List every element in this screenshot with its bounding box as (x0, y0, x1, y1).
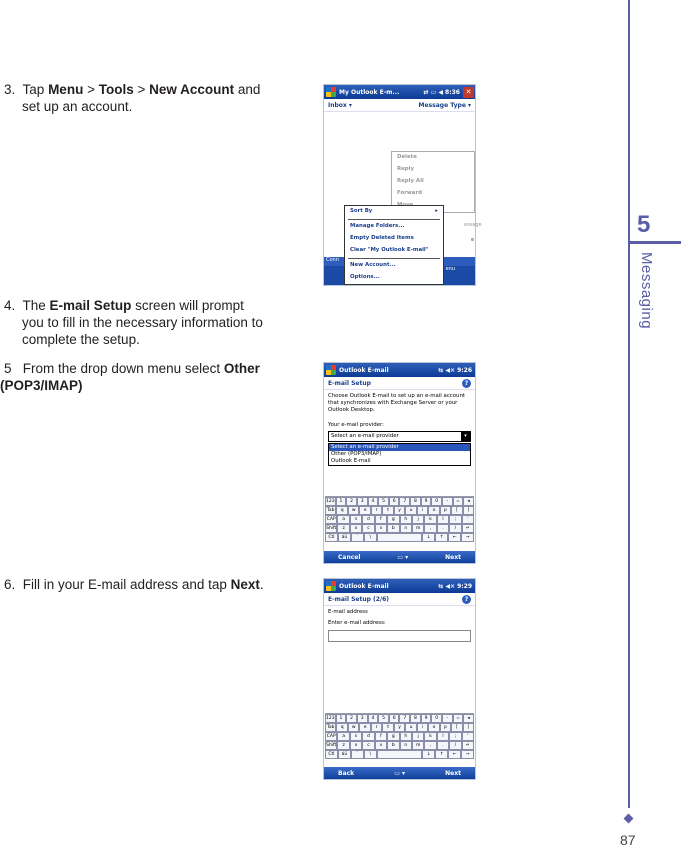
step-separator: > (83, 82, 99, 97)
menu-item-reply: Reply (397, 166, 415, 172)
key[interactable]: 4 (368, 497, 379, 506)
keyboard-row (325, 497, 474, 506)
menu-item-clear-outlook[interactable]: Clear "My Outlook E-mail" (350, 247, 429, 253)
key[interactable]: [ (451, 506, 462, 515)
email-address-heading: E-mail address (328, 609, 368, 615)
cancel-button[interactable]: Cancel (338, 553, 361, 561)
keyboard-icon[interactable]: ▭ ▾ (397, 553, 409, 561)
key[interactable]: o (428, 506, 439, 515)
keyboard-icon[interactable]: ▭ ▾ (394, 769, 406, 777)
keyboard-row (325, 750, 474, 759)
key[interactable]: ↑ (435, 533, 448, 542)
setup-header (324, 377, 475, 390)
step-4 (4, 297, 263, 348)
step-bold-menu: Menu (48, 82, 84, 97)
title-bar (324, 579, 475, 593)
email-address-input[interactable] (328, 630, 471, 642)
provider-select[interactable] (328, 431, 471, 442)
help-icon[interactable]: ? (462, 595, 471, 604)
key[interactable]: = (453, 714, 464, 723)
key[interactable]: v (375, 524, 387, 533)
window-title: Outlook E-mail (339, 582, 389, 590)
step-text: set up an account. (22, 99, 133, 114)
key[interactable]: h (400, 732, 412, 741)
space-key[interactable] (377, 533, 423, 542)
key[interactable]: ↑ (435, 750, 448, 759)
menu-stub-text: e (471, 237, 475, 243)
keyboard-row (325, 533, 474, 542)
key[interactable]: ' (462, 732, 474, 741)
keyboard-row (325, 515, 474, 524)
status-icons: ⇆ ◀× 9:26 (438, 366, 472, 374)
key[interactable]: w (348, 506, 359, 515)
key[interactable]: 8 (410, 497, 421, 506)
key[interactable]: ] (463, 506, 474, 515)
key[interactable]: x (350, 524, 362, 533)
key[interactable]: k (424, 515, 436, 524)
windows-start-icon (326, 365, 336, 375)
windows-start-icon (326, 581, 336, 591)
key[interactable]: l (437, 732, 449, 741)
key[interactable]: l (437, 515, 449, 524)
step-bold-tools: Tools (98, 82, 134, 97)
key[interactable]: 2 (346, 714, 357, 723)
option-other-pop3-imap[interactable]: Other (POP3/IMAP) (331, 451, 382, 457)
key[interactable]: - (442, 714, 453, 723)
status-icons: ⇄ ▭ ◀ 8:36 (423, 88, 460, 96)
key[interactable]: 2 (346, 497, 357, 506)
caps-key[interactable]: CAP (326, 734, 336, 739)
key[interactable]: , (424, 524, 436, 533)
tools-submenu (344, 205, 444, 285)
provider-label: Your e-mail provider: (328, 422, 384, 428)
key[interactable]: g (387, 732, 399, 741)
key[interactable]: , (424, 741, 436, 750)
key[interactable]: 6 (389, 497, 400, 506)
key[interactable]: q (336, 506, 347, 515)
key[interactable]: u (405, 723, 416, 732)
key[interactable]: 123 (326, 499, 335, 504)
provider-options (328, 443, 471, 466)
step-separator: > (133, 82, 150, 97)
setup-heading: E-mail Setup (328, 379, 371, 387)
setup-header (324, 593, 475, 606)
key[interactable]: 5 (378, 497, 389, 506)
keyboard-row (325, 741, 474, 750)
menu-item-reply-all: Reply All (397, 178, 424, 184)
key[interactable]: 3 (357, 497, 368, 506)
title-bar (324, 85, 475, 99)
inbox-dropdown: Inbox ▾ (328, 101, 352, 109)
option-select-provider[interactable]: Select an e-mail provider (329, 444, 470, 451)
key[interactable]: ; (449, 515, 461, 524)
key[interactable]: ↓ (422, 533, 435, 542)
screenshot-outlook-menu (323, 84, 482, 286)
menu-item-empty-deleted[interactable]: Empty Deleted Items (350, 235, 414, 241)
enter-key[interactable]: ↵ (462, 524, 474, 533)
key[interactable]: 5 (378, 714, 389, 723)
key[interactable]: 9 (421, 714, 432, 723)
key[interactable]: x (350, 741, 362, 750)
key[interactable]: - (442, 497, 453, 506)
step-bold-other: Other (223, 361, 260, 376)
key[interactable]: v (375, 741, 387, 750)
message-type-dropdown: Message Type ▾ (418, 101, 471, 109)
key[interactable]: . (437, 524, 449, 533)
key[interactable]: [ (451, 723, 462, 732)
step-number: 5 (4, 361, 12, 376)
key[interactable]: 7 (399, 497, 410, 506)
menu-stub-text: essage (464, 222, 482, 228)
key[interactable]: c (362, 741, 374, 750)
key[interactable]: p (440, 723, 451, 732)
caps-key[interactable]: CAP (326, 517, 336, 522)
key[interactable]: c (362, 524, 374, 533)
key[interactable]: \ (364, 533, 377, 542)
key[interactable]: 8 (410, 714, 421, 723)
key[interactable]: s (350, 515, 362, 524)
key[interactable]: 0 (431, 497, 442, 506)
menu-item-forward: Forward (397, 190, 422, 196)
next-button[interactable]: Next (445, 769, 461, 777)
chapter-divider (628, 241, 681, 244)
key[interactable]: → (461, 750, 474, 759)
setup-heading: E-mail Setup (2/6) (328, 595, 390, 603)
key[interactable]: 4 (368, 714, 379, 723)
key[interactable]: ← (448, 533, 461, 542)
key[interactable]: r (371, 723, 382, 732)
key[interactable]: k (424, 732, 436, 741)
page-number: 87 (620, 832, 636, 848)
key[interactable]: i (417, 723, 428, 732)
keyboard-row (325, 723, 474, 732)
key[interactable]: e (359, 506, 370, 515)
softkey-bar (324, 767, 475, 779)
step-text: The (22, 298, 50, 313)
key[interactable]: g (387, 515, 399, 524)
key[interactable]: n (400, 524, 412, 533)
key[interactable]: 6 (389, 714, 400, 723)
chevron-down-icon[interactable]: ▾ (461, 432, 470, 441)
menu-item-new-account[interactable]: New Account... (350, 262, 396, 268)
key[interactable]: i (417, 506, 428, 515)
softkey-bar (324, 551, 475, 563)
back-button[interactable]: Back (338, 769, 355, 777)
key[interactable]: d (362, 515, 374, 524)
step-text: Tap (22, 82, 49, 97)
soft-keyboard (325, 496, 474, 542)
key[interactable]: ← (448, 750, 461, 759)
key[interactable]: ' (462, 515, 474, 524)
space-key[interactable] (377, 750, 423, 759)
chapter-number: 5 (637, 211, 651, 238)
ctrl-key[interactable]: Ctl (325, 750, 338, 759)
key[interactable]: 3 (357, 714, 368, 723)
step-number: 6. (4, 577, 16, 592)
key[interactable]: = (453, 497, 464, 506)
title-bar (324, 363, 475, 377)
step-3 (4, 81, 260, 115)
step-6 (4, 576, 264, 593)
window-title: My Outlook E-m... (339, 88, 400, 96)
connect-label: Conn (326, 257, 339, 263)
shift-key[interactable]: Shift (326, 526, 337, 531)
key[interactable]: d (362, 732, 374, 741)
tab-key[interactable]: Tab (326, 725, 335, 730)
step-text: complete the setup. (22, 332, 140, 347)
ctrl-key[interactable]: Ctl (325, 533, 338, 542)
windows-start-icon (326, 87, 336, 97)
help-icon[interactable]: ? (462, 379, 471, 388)
menu-label: enu (445, 266, 455, 272)
key[interactable]: 7 (399, 714, 410, 723)
key[interactable]: y (394, 723, 405, 732)
key[interactable]: 1 (336, 714, 347, 723)
key[interactable]: a (337, 515, 349, 524)
window-title: Outlook E-mail (339, 366, 389, 374)
key[interactable]: / (449, 524, 461, 533)
key[interactable]: f (375, 515, 387, 524)
step-5 (0, 360, 260, 394)
keyboard-row (325, 714, 474, 723)
setup-description: Choose Outlook E-mail to set up an e-mail account that synchronizes with Exchange Server or your Outlook Desktop. (328, 393, 465, 413)
screenshot-email-setup (323, 362, 476, 564)
key[interactable]: n (400, 741, 412, 750)
key[interactable]: w (348, 723, 359, 732)
soft-keyboard (325, 713, 474, 759)
key[interactable]: ; (449, 732, 461, 741)
setup-content (324, 606, 475, 645)
key[interactable]: a (337, 732, 349, 741)
screenshot-email-setup-2 (323, 578, 476, 780)
key[interactable]: b (387, 524, 399, 533)
key[interactable]: 1 (336, 497, 347, 506)
step-text: screen will prompt (131, 298, 244, 313)
key[interactable]: áü (338, 750, 351, 759)
key[interactable]: áü (338, 533, 351, 542)
tab-key[interactable]: Tab (326, 508, 335, 513)
step-number: 4. (4, 298, 16, 313)
step-bold-new-account: New Account (149, 82, 235, 97)
key[interactable]: o (428, 723, 439, 732)
key[interactable]: b (387, 741, 399, 750)
step-bold-next: Next (230, 577, 260, 592)
key[interactable]: f (375, 732, 387, 741)
key[interactable]: p (440, 506, 451, 515)
menu-item-options[interactable]: Options... (350, 274, 380, 280)
close-icon: ✕ (463, 87, 474, 98)
keyboard-row (325, 524, 474, 533)
key[interactable]: h (400, 515, 412, 524)
key[interactable]: \ (364, 750, 377, 759)
context-menu-disabled (391, 151, 475, 213)
step-number: 3. (4, 82, 16, 97)
key[interactable]: u (405, 506, 416, 515)
key[interactable]: ` (351, 750, 364, 759)
key[interactable]: 9 (421, 497, 432, 506)
key[interactable]: . (437, 741, 449, 750)
chapter-rail (628, 0, 630, 808)
setup-content (324, 390, 475, 469)
key[interactable]: 0 (431, 714, 442, 723)
submenu-arrow-icon: ▸ (435, 208, 438, 214)
diamond-icon (624, 814, 634, 824)
menu-separator (348, 219, 440, 220)
key[interactable]: y (394, 506, 405, 515)
key[interactable]: j (412, 515, 424, 524)
key[interactable]: r (371, 506, 382, 515)
provider-select-value: Select an e-mail provider (331, 433, 399, 439)
email-address-label: Enter e-mail address: (328, 620, 386, 626)
key[interactable]: m (412, 524, 424, 533)
step-text: Fill in your E-mail address and tap (22, 577, 231, 592)
key[interactable]: t (382, 506, 393, 515)
shift-key[interactable]: Shift (326, 743, 337, 748)
key[interactable]: z (337, 741, 349, 750)
step-text: From the drop down menu select (22, 361, 224, 376)
step-text: . (259, 577, 264, 592)
key[interactable]: s (350, 732, 362, 741)
key[interactable]: q (336, 723, 347, 732)
key[interactable]: e (359, 723, 370, 732)
menu-item-sort-by[interactable]: Sort By ▸ (350, 208, 438, 214)
key[interactable]: / (449, 741, 461, 750)
key[interactable]: → (461, 533, 474, 542)
step-bold-pop3-imap: (POP3/IMAP) (0, 378, 83, 393)
enter-key[interactable]: ↵ (462, 741, 474, 750)
key[interactable]: t (382, 723, 393, 732)
menu-separator (348, 258, 440, 259)
backspace-key[interactable]: ◂ (463, 497, 474, 506)
keyboard-row (325, 506, 474, 515)
key[interactable]: m (412, 741, 424, 750)
inbox-bar (324, 99, 475, 112)
backspace-key[interactable]: ◂ (463, 714, 474, 723)
key[interactable]: ` (351, 533, 364, 542)
key[interactable]: z (337, 524, 349, 533)
step-text: and (234, 82, 261, 97)
chapter-title: Messaging (638, 252, 655, 330)
step-text: you to fill in the necessary information to (22, 315, 263, 330)
next-button[interactable]: Next (445, 553, 461, 561)
menu-item-delete: Delete (397, 154, 417, 160)
step-bold-email-setup: E-mail Setup (49, 298, 132, 313)
key[interactable]: ↓ (422, 750, 435, 759)
menu-item-manage-folders[interactable]: Manage Folders... (350, 223, 405, 229)
key[interactable]: ] (463, 723, 474, 732)
key[interactable]: j (412, 732, 424, 741)
keyboard-row (325, 732, 474, 741)
key[interactable]: 123 (326, 716, 335, 721)
option-outlook-email[interactable]: Outlook E-mail (331, 458, 371, 464)
status-icons: ⇆ ◀× 9:29 (438, 582, 472, 590)
